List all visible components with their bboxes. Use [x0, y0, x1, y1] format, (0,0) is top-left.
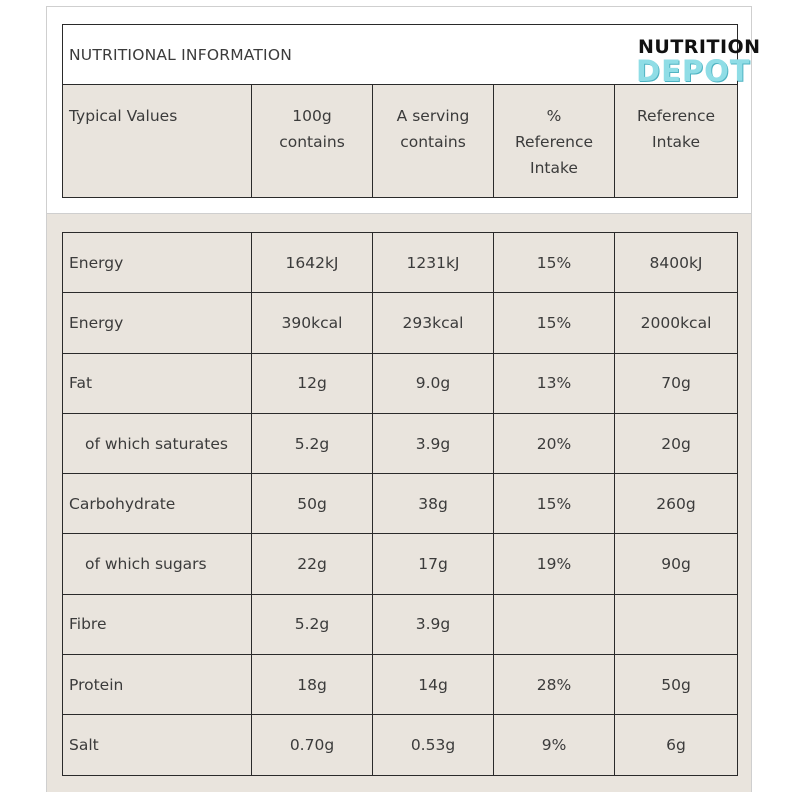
table-row — [63, 233, 738, 293]
cell-per100: 12g — [252, 353, 373, 413]
header-100g: 100g contains — [252, 85, 373, 198]
table-row — [63, 353, 738, 413]
cell-per100: 22g — [252, 534, 373, 594]
cell-ri: 6g — [615, 715, 738, 775]
logo-line1: NUTRITION — [638, 36, 761, 58]
row-label: Energy — [63, 233, 252, 293]
table-row — [63, 655, 738, 715]
cell-serving: 0.53g — [373, 715, 494, 775]
cell-serving: 9.0g — [373, 353, 494, 413]
table-row — [63, 715, 738, 775]
header-ri-percent: % Reference Intake — [494, 85, 615, 198]
cell-serving: 3.9g — [373, 594, 494, 654]
cell-ri-percent: 15% — [494, 474, 615, 534]
cell-per100: 0.70g — [252, 715, 373, 775]
cell-ri: 8400kJ — [615, 233, 738, 293]
cell-serving: 3.9g — [373, 413, 494, 473]
cell-serving: 38g — [373, 474, 494, 534]
header-reference-intake: Reference Intake — [615, 85, 738, 198]
header-typical-values: Typical Values — [63, 85, 252, 198]
cell-ri-percent: 19% — [494, 534, 615, 594]
table-row — [63, 594, 738, 654]
row-label: Protein — [63, 655, 252, 715]
cell-ri-percent: 15% — [494, 293, 615, 353]
row-label: of which sugars — [63, 534, 252, 594]
table-row — [63, 474, 738, 534]
table-title-text: NUTRITIONAL INFORMATION — [69, 45, 293, 64]
cell-per100: 18g — [252, 655, 373, 715]
cell-per100: 5.2g — [252, 413, 373, 473]
table-row — [63, 293, 738, 353]
row-label: Salt — [63, 715, 252, 775]
row-label: Carbohydrate — [63, 474, 252, 534]
row-label: of which saturates — [63, 413, 252, 473]
nutrition-depot-logo — [634, 36, 764, 92]
cell-per100: 390kcal — [252, 293, 373, 353]
cell-ri-percent: 28% — [494, 655, 615, 715]
cell-ri-percent: 15% — [494, 233, 615, 293]
cell-ri: 2000kcal — [615, 293, 738, 353]
cell-ri-percent: 20% — [494, 413, 615, 473]
cell-per100: 50g — [252, 474, 373, 534]
cell-ri: 70g — [615, 353, 738, 413]
cell-ri-percent: 9% — [494, 715, 615, 775]
cell-ri: 20g — [615, 413, 738, 473]
cell-ri — [615, 594, 738, 654]
cell-per100: 1642kJ — [252, 233, 373, 293]
table-title — [63, 25, 615, 85]
row-label: Fat — [63, 353, 252, 413]
cell-serving: 1231kJ — [373, 233, 494, 293]
cell-ri-percent — [494, 594, 615, 654]
logo-line2: DEPOT — [636, 54, 751, 88]
cell-ri: 90g — [615, 534, 738, 594]
row-label: Fibre — [63, 594, 252, 654]
cell-serving: 293kcal — [373, 293, 494, 353]
cell-ri-percent: 13% — [494, 353, 615, 413]
cell-ri: 50g — [615, 655, 738, 715]
cell-serving: 14g — [373, 655, 494, 715]
table-row — [63, 534, 738, 594]
nutrition-data-table — [62, 232, 738, 776]
header-serving: A serving contains — [373, 85, 494, 198]
cell-per100: 5.2g — [252, 594, 373, 654]
cell-serving: 17g — [373, 534, 494, 594]
table-row — [63, 413, 738, 473]
row-label: Energy — [63, 293, 252, 353]
cell-ri: 260g — [615, 474, 738, 534]
